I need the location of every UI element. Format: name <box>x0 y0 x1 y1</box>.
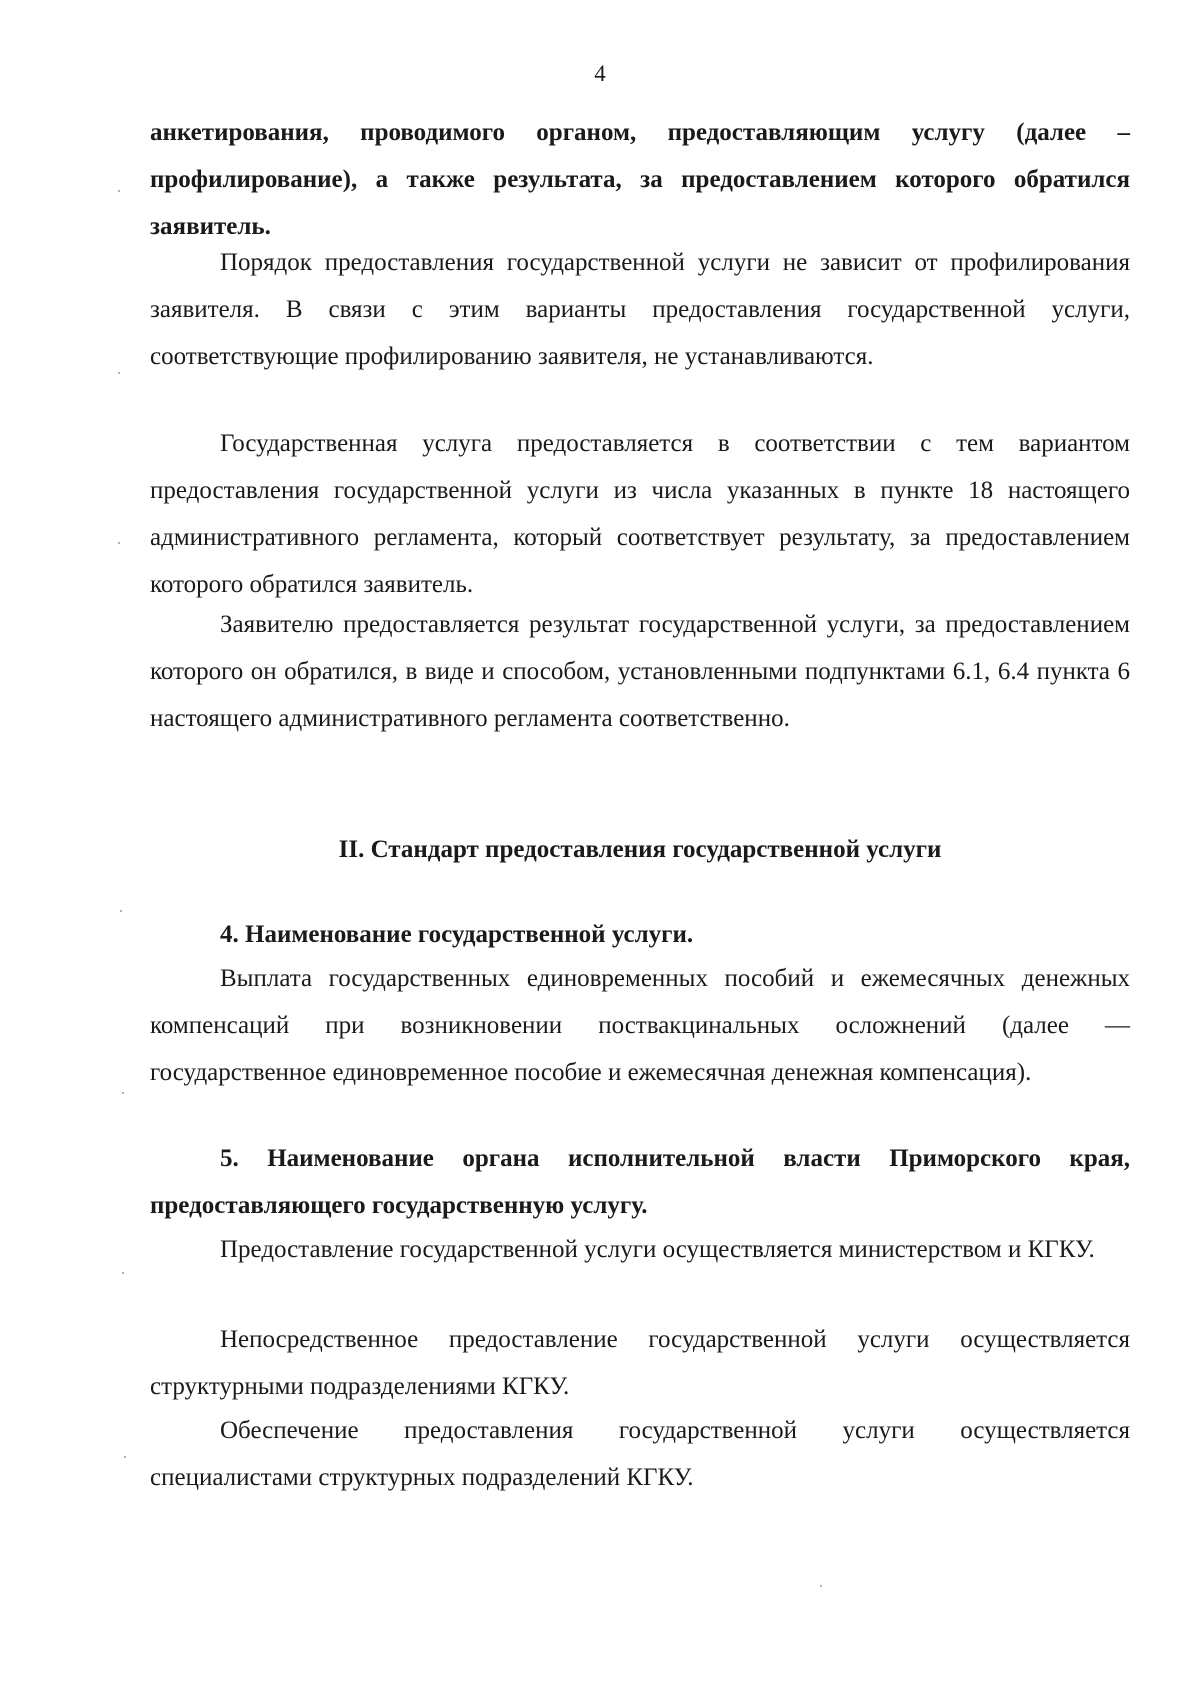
scan-speck <box>118 190 120 192</box>
item4-heading: 4. Наименование государственной услуги. <box>220 921 694 948</box>
item5-paragraph-support: Обеспечение предоставления государственной услуги осуществляется специалистами структурных подразделений КГКУ. <box>150 1417 1130 1491</box>
scan-speck <box>118 372 120 374</box>
item5-paragraph-ministry: Предоставление государственной услуги осуществляется министерством и КГКУ. <box>220 1236 1095 1263</box>
section-title: II. Стандарт предоставления государственной услуги <box>338 836 942 863</box>
item5-heading: 5. Наименование органа исполнительной власти Приморского края, предоставляющего государственную услугу. <box>150 1145 1130 1219</box>
intro-paragraph-result: Заявителю предоставляется результат государственной услуги, за предоставлением которого он обратился, в виде и способом, установленными подпунктами 6.1, 6.4 пункта 6 настоящего административного регламента соответственно. <box>150 611 1130 732</box>
intro-bold-paragraph: анкетирования, проводимого органом, предоставляющим услугу (далее – профилирование), а также результата, за предоставлением которого обратился заявитель. <box>150 119 1130 240</box>
scan-speck <box>122 1272 124 1274</box>
scan-speck <box>124 1456 126 1458</box>
intro-paragraph-variant: Государственная услуга предоставляется в соответствии с тем вариантом предоставления государственной услуги из числа указанных в пункте 18 настоящего административного регламента, который соответствует результату, за предоставлением которого обратился заявитель. <box>150 430 1130 598</box>
scan-speck <box>120 910 122 912</box>
item4-paragraph: Выплата государственных единовременных пособий и ежемесячных денежных компенсаций при возникновении поствакцинальных осложнений (далее — государственное единовременное пособие и ежемесячная денежная компенсация). <box>150 965 1130 1086</box>
scan-speck <box>118 542 120 544</box>
intro-paragraph-profiling: Порядок предоставления государственной услуги не зависит от профилирования заявителя. В связи с этим варианты предоставления государственной услуги, соответствующие профилированию заявителя, не устанавливаются. <box>150 249 1130 370</box>
item5-paragraph-direct: Непосредственное предоставление государственной услуги осуществляется структурными подразделениями КГКУ. <box>150 1326 1130 1400</box>
scan-speck <box>820 1585 822 1587</box>
page-number: 4 <box>594 61 606 86</box>
scan-speck <box>122 1092 124 1094</box>
